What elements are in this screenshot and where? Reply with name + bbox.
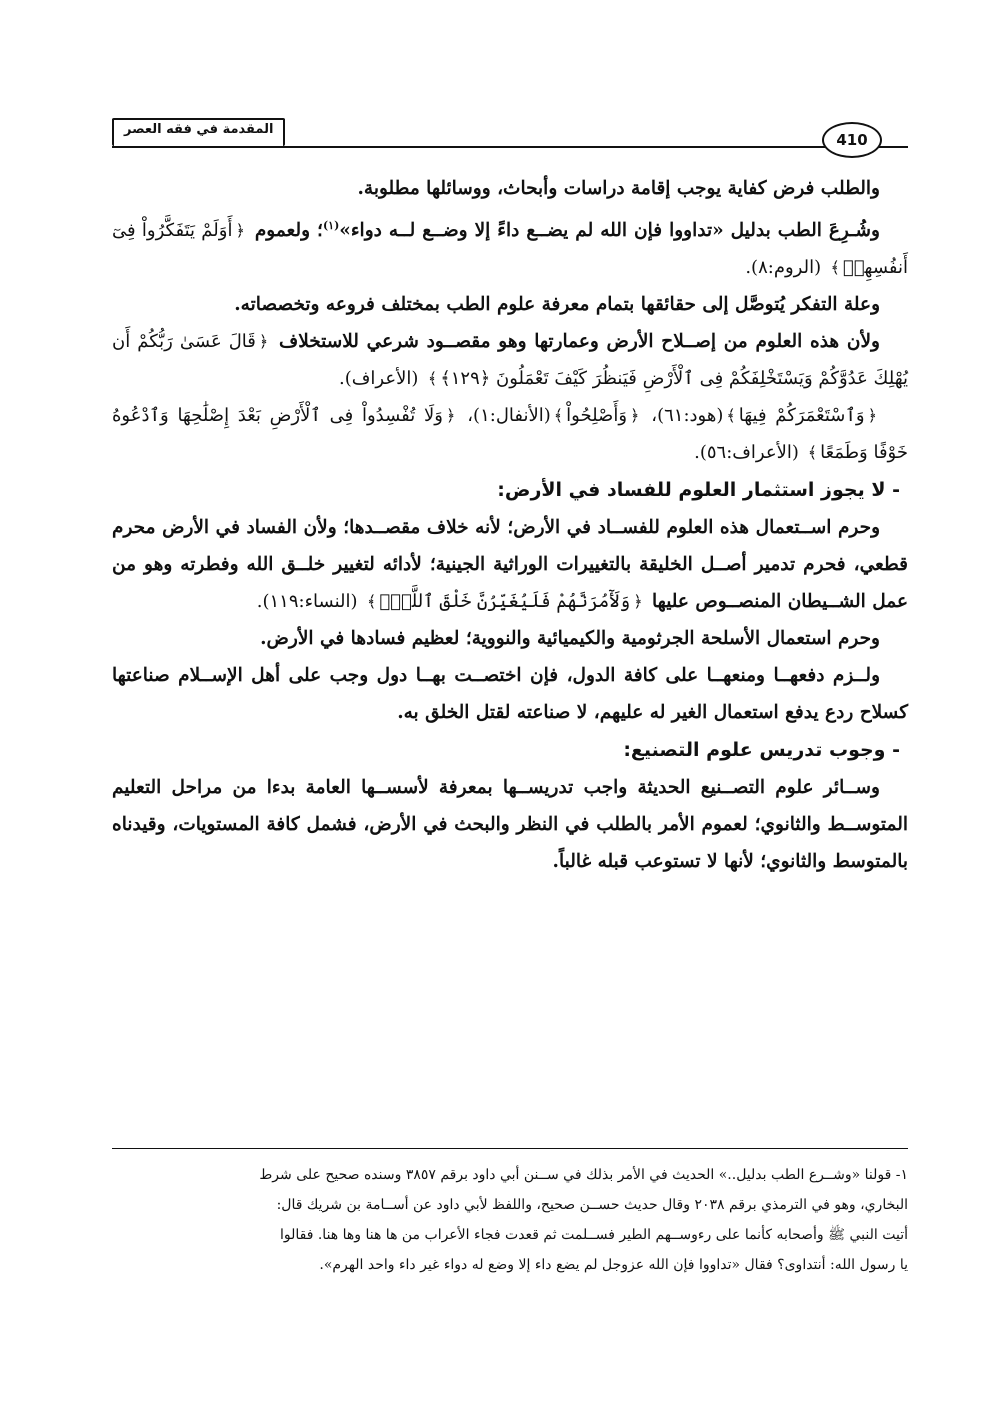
quran-verse: وَٱسْتَعْمَرَكُمْ فِيهَا: [738, 405, 865, 427]
footnote-line: أتيت النبي ﷺ وأصحابه كأنما على رءوســهم الطير فســلمت ثم قعدت فجاء الأعراب من ها هنا وها هنا. فقالوا: [279, 1227, 908, 1243]
quran-close-ornament: ﴾: [553, 406, 564, 426]
footnote-line: ١- قولنا «وشــرع الطب بدليل..» الحديث في الأمر بذلك في ســنن أبي داود برقم ٣٨٥٧ وسنده صحيح على شرط: [259, 1167, 908, 1183]
paragraph-text: وحرم اســتعمال هذه العلوم للفســاد في الأرض؛ لأنه خلاف مقصــدها؛ ولأن الفساد في الأرض محرم قطعي، فحرم تدمير أصــل الخليقة بالتغييرات الوراثية الجينية؛ لأدائه لتغيير خلــق الله وفطرته وهو من عمل الشــيطان المنصــوص عليها: [112, 517, 908, 613]
verse-citation: (الروم:٨).: [745, 257, 822, 279]
quran-open-ornament: ﴿: [867, 406, 877, 426]
quran-verse: وَلَأٓمُرَنَّهُمْ فَلَيُغَيِّرُنَّ خَلْقَ ٱللَّهِۚ: [379, 591, 631, 613]
paragraph: [112, 397, 908, 471]
main-text: [112, 170, 908, 880]
quran-verse: وَلَا تُفْسِدُواْ فِى ٱلْأَرْضِ بَعْدَ إِصْلَٰحِهَا وَٱدْعُوهُ خَوْفًا وَطَمَعًا: [112, 405, 908, 464]
paragraph: ولــزم دفعهــا ومنعهــا على كافة الدول، فإن اختصــت بهــا دول وجب على أهل الإســلام صناعتها كسلاح ردع يدفع استعمال الغير له عليهم، لا صناعته لقتل الخلق به.: [112, 665, 908, 724]
quran-open-ornament: ﴿: [633, 592, 643, 612]
quran-verse: قَالَ عَسَىٰ رَبُّكُمْ أَن يُهْلِكَ عَدُوَّكُمْ وَيَسْتَخْلِفَكُمْ فِى ٱلْأَرْضِ فَيَنظُرَ كَيْفَ تَعْمَلُونَ ﴿١٢٩﴾: [112, 331, 908, 390]
paragraph: [112, 509, 908, 620]
paragraph: وعلة التفكر يُتوصَّل إلى حقائقها بتمام معرفة علوم الطب بمختلف فروعه وتخصصاته.: [234, 294, 880, 316]
book-title: المقدمة في فقه العصر: [112, 118, 285, 146]
paragraph: وســائر علوم التصــنيع الحديثة واجب تدريســها بمعرفة لأسســها العامة بدءا من مراحل التعليم المتوســط والثانوي؛ لعموم الأمر بالطلب في النظر والبحث في الأرض، فشمل كافة المستويات، وقيدناه بالمتوسط والثانوي؛ لأنها لا تستوعب قبله غالباً.: [112, 777, 908, 873]
page-number: 410: [822, 122, 882, 158]
page-header: [112, 116, 908, 152]
section-heading: - لا يجوز استثمار العلوم للفساد في الأرض:: [497, 479, 900, 502]
paragraph: [112, 323, 908, 397]
paragraph-text: ؛ ولعموم: [254, 220, 323, 242]
quran-close-ornament: ﴾: [427, 369, 438, 389]
section-heading: - وجوب تدريس علوم التصنيع:: [623, 739, 900, 762]
quran-open-ornament: ﴿: [258, 332, 269, 352]
paragraph-text: ولأن هذه العلوم من إصــلاح الأرض وعمارتها وهو مقصــود شرعي للاستخلاف: [279, 331, 880, 353]
verse-citation: (النساء:١١٩).: [256, 591, 358, 613]
quran-close-ornament: ﴾: [726, 406, 736, 426]
paragraph: [112, 207, 908, 286]
quran-open-ornament: ﴿: [235, 221, 245, 241]
verse-citation: (الأعراف).: [339, 368, 419, 390]
footnotes: [112, 1160, 908, 1280]
quran-close-ornament: ﴾: [830, 258, 840, 278]
footnote-rule: [112, 1148, 908, 1149]
footnote-line: البخاري، وهو في الترمذي برقم ٢٠٣٨ وقال حديث حســن صحيح، واللفظ لأبي داود عن أســامة بن شريك قال:: [276, 1197, 908, 1213]
footnote-ref: (١): [322, 219, 340, 232]
paragraph: والطلب فرض كفاية يوجب إقامة دراسات وأبحاث، ووسائلها مطلوبة.: [357, 178, 880, 199]
quran-verse: أَوَلَمْ يَتَفَكَّرُواْ فِىٓ أَنفُسِهِمۗ: [112, 220, 908, 279]
quran-open-ornament: ﴿: [630, 406, 640, 426]
quran-verse: وَأَصْلِحُواْ: [566, 405, 628, 427]
paragraph-text: وشُـرِعَ الطب بدليل «تداووا فإن الله لم يضــع داءً إلا وضــع لــه دواء»: [339, 220, 880, 242]
verse-citation: (الأنفال:١)،: [467, 405, 551, 427]
quran-open-ornament: ﴿: [445, 406, 456, 426]
quran-close-ornament: ﴾: [366, 592, 377, 612]
footnote-line: يا رسول الله: أنتداوى؟ فقال «تداووا فإن الله عزوجل لم يضع داء إلا وضع له دواء غير داء واحد الهرم».: [319, 1257, 908, 1273]
paragraph: وحرم استعمال الأسلحة الجرثومية والكيميائية والنووية؛ لعظيم فسادها في الأرض.: [260, 628, 880, 650]
verse-citation: (هود:٦١)،: [651, 405, 724, 427]
header-rule: [112, 146, 908, 148]
quran-close-ornament: ﴾: [807, 443, 818, 463]
verse-citation: (الأعراف:٥٦).: [694, 442, 799, 464]
